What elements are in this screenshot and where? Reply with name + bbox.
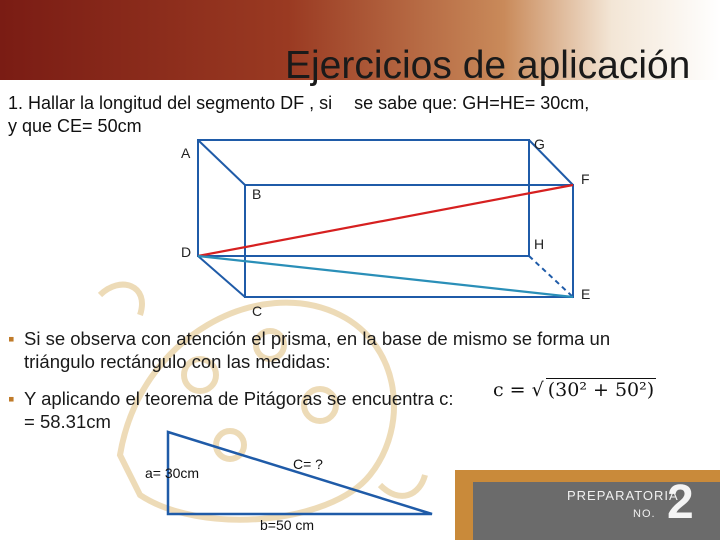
vertex-B: B <box>252 186 262 202</box>
triangle-side-c: C= ? <box>293 456 323 472</box>
formula-radicand: (30² + 50²) <box>547 379 655 401</box>
bullet-icon: ▪ <box>8 328 15 349</box>
logo-text-line2: NO. <box>633 508 656 520</box>
triangle-side-a: a= 30cm <box>145 465 200 481</box>
logo-text-line1: PREPARATORIA <box>567 488 679 503</box>
vertex-D: D <box>181 244 192 260</box>
formula-lhs: c = <box>493 379 526 401</box>
vertex-A: A <box>181 145 191 161</box>
explanation-p2a: Y aplicando el teorema de Pitágoras se encuentra c: <box>24 388 454 409</box>
vertex-C: C <box>252 303 263 319</box>
sqrt-icon: √ <box>531 379 544 401</box>
bullet-icon: ▪ <box>8 388 15 409</box>
problem-line1a: 1. Hallar la longitud del segmento DF , si <box>8 93 333 113</box>
triangle-side-b: b=50 cm <box>260 517 315 533</box>
logo-number: 2 <box>667 476 694 529</box>
explanation-p2b: = 58.31cm <box>24 411 111 432</box>
vertex-F: F <box>581 171 590 187</box>
explanation-p1: Si se observa con atención el prisma, en la base de mismo se forma un triángulo rectángulo con las medidas: <box>24 328 611 372</box>
vertex-G: G <box>534 136 545 152</box>
vertex-H: H <box>534 236 545 252</box>
problem-line1b: se sabe que: GH=HE= 30cm, <box>354 93 590 113</box>
problem-line2: y que CE= 50cm <box>8 116 142 136</box>
page-title: Ejercicios de aplicación <box>285 44 691 87</box>
vertex-E: E <box>581 286 591 302</box>
school-logo <box>455 470 720 540</box>
